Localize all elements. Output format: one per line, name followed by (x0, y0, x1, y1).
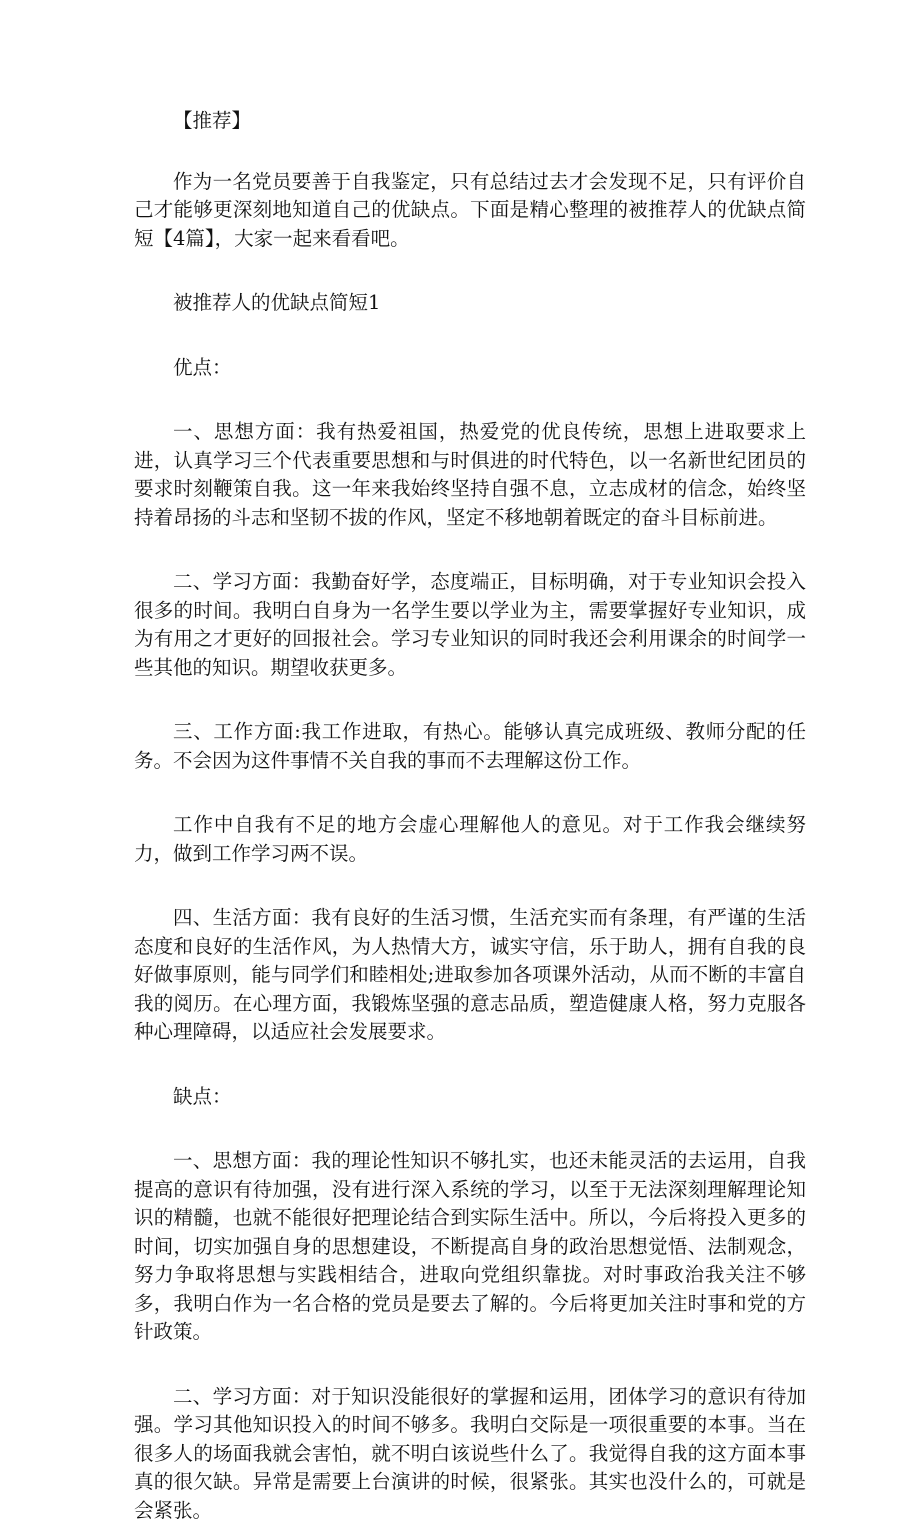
strength-work-extra-paragraph: 工作中自我有不足的地方会虚心理解他人的意见。对于工作我会继续努力，做到工作学习两不误。 (134, 811, 806, 868)
strengths-heading: 优点： (134, 354, 806, 383)
section-title: 被推荐人的优缺点简短1 (134, 289, 806, 318)
recommend-tag: 【推荐】 (134, 107, 806, 136)
strength-study-paragraph: 二、学习方面：我勤奋好学，态度端正，目标明确，对于专业知识会投入很多的时间。我明白自身为一名学生要以学业为主，需要掌握好专业知识，成为有用之才更好的回报社会。学习专业知识的同时我还会利用课余的时间学一些其他的知识。期望收获更多。 (134, 568, 806, 682)
document-page (134, 107, 806, 1525)
strength-work-paragraph: 三、工作方面:我工作进取，有热心。能够认真完成班级、教师分配的任务。不会因为这件事情不关自我的事而不去理解这份工作。 (134, 718, 806, 775)
weakness-study-paragraph: 二、学习方面：对于知识没能很好的掌握和运用，团体学习的意识有待加强。学习其他知识投入的时间不够多。我明白交际是一项很重要的本事。当在很多人的场面我就会害怕，就不明白该说些什么了。我觉得自我的这方面本事真的很欠缺。异常是需要上台演讲的时候，很紧张。其实也没什么的，可就是会紧张。 (134, 1383, 806, 1525)
strength-life-paragraph: 四、生活方面：我有良好的生活习惯，生活充实而有条理，有严谨的生活态度和良好的生活作风，为人热情大方，诚实守信，乐于助人，拥有自我的良好做事原则，能与同学们和睦相处;进取参加各项课外活动，从而不断的丰富自我的阅历。在心理方面，我锻炼坚强的意志品质，塑造健康人格，努力克服各种心理障碍，以适应社会发展要求。 (134, 904, 806, 1047)
strength-thought-paragraph: 一、思想方面：我有热爱祖国，热爱党的优良传统，思想上进取要求上进，认真学习三个代表重要思想和与时俱进的时代特色，以一名新世纪团员的要求时刻鞭策自我。这一年来我始终坚持自强不息，立志成材的信念，始终坚持着昂扬的斗志和坚韧不拔的作风，坚定不移地朝着既定的奋斗目标前进。 (134, 418, 806, 532)
weaknesses-heading: 缺点： (134, 1083, 806, 1112)
intro-paragraph: 作为一名党员要善于自我鉴定，只有总结过去才会发现不足，只有评价自己才能够更深刻地知道自己的优缺点。下面是精心整理的被推荐人的优缺点简短【4篇】，大家一起来看看吧。 (134, 168, 806, 254)
weakness-thought-paragraph: 一、思想方面：我的理论性知识不够扎实，也还未能灵活的去运用，自我提高的意识有待加强，没有进行深入系统的学习，以至于无法深刻理解理论知识的精髓，也就不能很好把理论结合到实际生活中。所以，今后将投入更多的时间，切实加强自身的思想建设，不断提高自身的政治思想觉悟、法制观念，努力争取将思想与实践相结合，进取向党组织靠拢。对时事政治我关注不够多，我明白作为一名合格的党员是要去了解的。今后将更加关注时事和党的方针政策。 (134, 1147, 806, 1347)
